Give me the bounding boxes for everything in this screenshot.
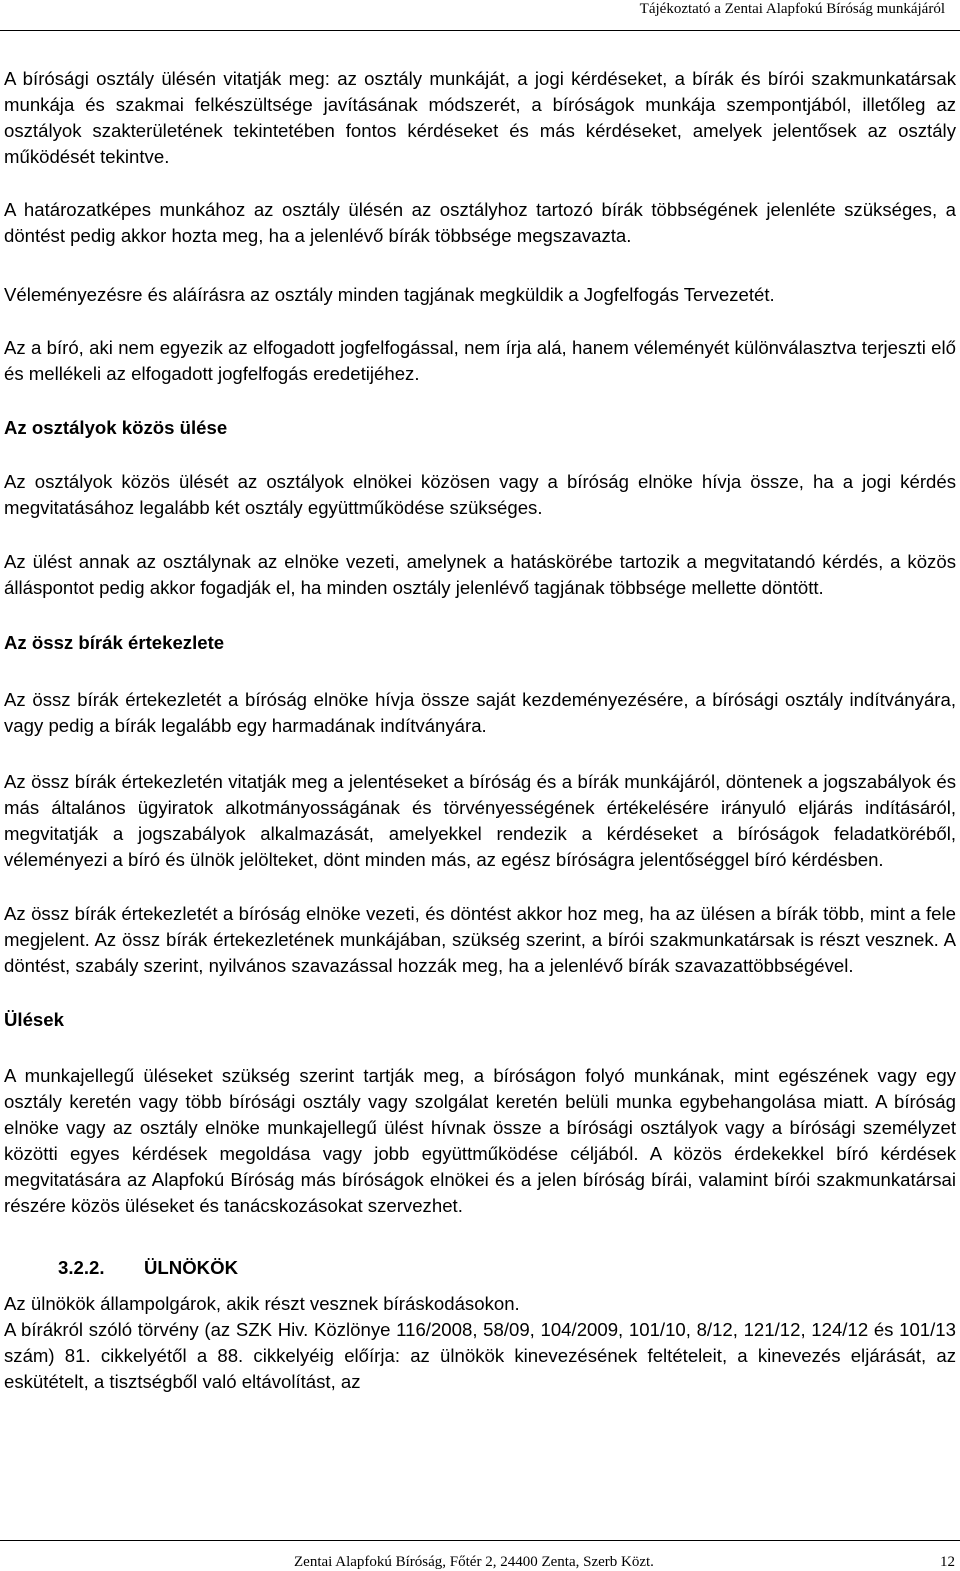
page-footer xyxy=(0,1540,960,1570)
numbered-section-heading xyxy=(4,1255,956,1281)
section-number: 3.2.2. xyxy=(58,1257,105,1278)
paragraph: A határozatképes munkához az osztály ülésén az osztályhoz tartozó bírák többségének jelenléte szükséges, a döntést pedig akkor hozta meg, ha a jelenlévő bírák többsége megszavazta. xyxy=(4,199,956,246)
paragraph: Az össz bírák értekezletét a bíróság elnöke vezeti, és döntést akkor hoz meg, ha az ülésen a bírák több, mint a fele megjelent. Az össz bírák értekezletének munkájában, szükség szerint, a bírói szakmunkatársak is részt vesznek. A döntést, szabály szerint, nyilvános szavazással hozzák meg, ha a jelenlévő bírák szavazattöbbségével. xyxy=(4,903,956,976)
paragraph: A munkajellegű üléseket szükség szerint tartják meg, a bíróságon folyó munkának, mint egészének vagy egy osztály keretén vagy több bírósági osztály vagy szolgálat keretén belüli munka egybehangolása miatt. A bíróság elnöke vagy az osztály elnöke munkajellegű ülést hívnak össze a bírósági osztályok vagy a bírósági személyzet közötti egyes kérdések megoldása vagy jobb együttműködése céljából. A közös érdekekkel bíró kérdések megvitatására az Alapfokú Bíróság más bíróságok elnökei és a jelen bíróság bírái, valamint bírói szakmunkatársai részére közös üléseket és tanácskozásokat szervezhet. xyxy=(4,1065,956,1216)
header-title: Tájékoztató a Zentai Alapfokú Bíróság munkájáról xyxy=(639,1,945,17)
paragraph: Az ülnökök állampolgárok, akik részt vesznek bíráskodásokon. xyxy=(4,1293,520,1314)
page-header xyxy=(0,0,960,31)
section-heading-meetings: Ülések xyxy=(4,1009,64,1030)
footer-address: Zentai Alapfokú Bíróság, Főtér 2, 24400 Zenta, Szerb Közt. xyxy=(294,1554,654,1570)
paragraph: Az össz bírák értekezletét a bíróság elnöke hívja össze saját kezdeményezésére, a bírósági osztály indítványára, vagy pedig a bírák legalább egy harmadának indítványára. xyxy=(4,689,956,736)
paragraph: Az össz bírák értekezletén vitatják meg a jelentéseket a bíróság és a bírák munkájáról, döntenek a jogszabályok és más általános ügyiratok alkotmányosságának és törvényességének értékelésére irányuló eljárás indításáról, megvitatják a jogszabályok alkalmazását, amelyekkel rendezik a kérdéseket a bíróságok feladatköréből, véleményezi a bíró és ülnök jelölteket, dönt minden más, az egész bíróságra jelentőséggel bíró kérdésben. xyxy=(4,771,956,870)
page-number: 12 xyxy=(940,1554,955,1570)
section-title: ÜLNÖKÖK xyxy=(144,1257,238,1278)
paragraph: Az osztályok közös ülését az osztályok elnökei közösen vagy a bíróság elnöke hívja össze, ha a jogi kérdés megvitatásához legalább két osztály együttműködése szükséges. xyxy=(4,471,956,518)
paragraph: A bírósági osztály ülésén vitatják meg: az osztály munkáját, a jogi kérdéseket, a bírák és bírói szakmunkatársak munkája és szakmai felkészültsége javításának módszerét, a bíróságok munkája szempontjából, illetőleg az osztályok szakterületének tekintetében fontos kérdéseket és más kérdéseket, amelyek jelentősek az osztály működését tekintve. xyxy=(4,68,956,167)
paragraph: A bírákról szóló törvény (az SZK Hiv. Közlönye 116/2008, 58/09, 104/2009, 101/10, 8/12, 121/12, 124/12 és 101/13 szám) 81. cikkelyétől a 88. cikkelyéig előírja: az ülnökök kinevezésének feltételeit, a kinevezés eljárását, az eskütételt, a tisztségből való eltávolítást, az xyxy=(4,1319,956,1392)
paragraph: Véleményezésre és aláírásra az osztály minden tagjának megküldik a Jogfelfogás Tervezetét. xyxy=(4,284,775,305)
document-body xyxy=(4,66,956,1395)
paragraph: Az a bíró, aki nem egyezik az elfogadott jogfelfogással, nem írja alá, hanem véleményét különválasztva terjeszti elő és mellékeli az elfogadott jogfelfogás eredetijéhez. xyxy=(4,337,956,384)
paragraph: Az ülést annak az osztálynak az elnöke vezeti, amelynek a hatáskörébe tartozik a megvitatandó kérdés, a közös álláspontot pedig akkor fogadják el, ha minden osztály jelenlévő tagjának többsége mellette döntött. xyxy=(4,551,956,598)
section-heading-joint-session: Az osztályok közös ülése xyxy=(4,417,228,438)
section-heading-judges-meeting: Az össz bírák értekezlete xyxy=(4,632,225,653)
